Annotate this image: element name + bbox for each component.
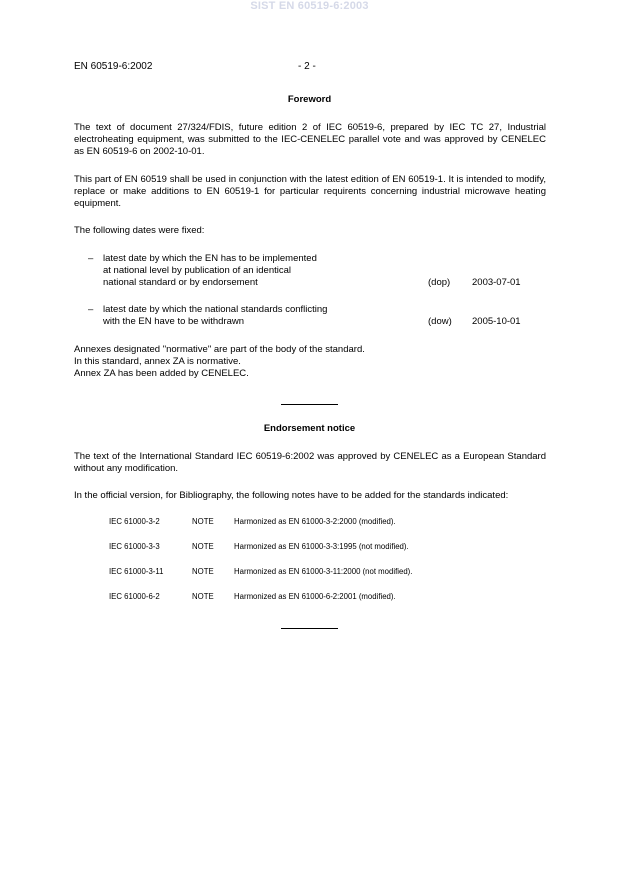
note-text: Harmonized as EN 61000-3-2:2000 (modified).	[234, 517, 396, 526]
annex-line: Annex ZA has been added by CENELEC.	[74, 368, 249, 379]
date-value: 2005-10-01	[472, 316, 521, 327]
annex-line: In this standard, annex ZA is normative.	[74, 356, 241, 367]
note-standard: IEC 61000-3-11	[109, 567, 164, 576]
note-text: Harmonized as EN 61000-3-11:2000 (not modified).	[234, 567, 413, 576]
dash-marker: –	[88, 304, 94, 315]
note-label: NOTE	[192, 592, 214, 601]
document-id: EN 60519-6:2002	[74, 61, 153, 72]
foreword-heading: Foreword	[287, 94, 332, 105]
dates-intro: The following dates were fixed:	[74, 225, 205, 236]
note-text: Harmonized as EN 61000-6-2:2001 (modified).	[234, 592, 396, 601]
foreword-paragraph-1: The text of document 27/324/FDIS, future edition 2 of IEC 60519-6, prepared by IEC TC 27, Industrial electroheating equipment, was submitted to the IEC-CENELEC parallel vote and was approved by CENELEC as EN 60519-6 on 2002-10-01.	[74, 122, 546, 157]
end-divider	[281, 628, 338, 629]
section-divider	[281, 404, 338, 405]
note-standard: IEC 61000-6-2	[109, 592, 160, 601]
endorsement-heading: Endorsement notice	[263, 423, 356, 434]
page-number: - 2 -	[298, 61, 316, 72]
annex-line: Annexes designated "normative" are part of the body of the standard.	[74, 344, 365, 355]
note-label: NOTE	[192, 542, 214, 551]
date-code: (dop)	[428, 277, 451, 288]
foreword-paragraph-2: This part of EN 60519 shall be used in conjunction with the latest edition of EN 60519-1. It is intended to modify, replace or make additions to EN 60519-1 for particular requirents concerning industrial microwave heating equipment.	[74, 174, 546, 209]
date-item-text: latest date by which the EN has to be implemented at national level by publication of an identical national standard or by endorsement	[103, 253, 317, 288]
date-value: 2003-07-01	[472, 277, 521, 288]
note-text: Harmonized as EN 61000-3-3:1995 (not modified).	[234, 542, 409, 551]
note-label: NOTE	[192, 517, 214, 526]
watermark: SIST EN 60519-6:2003	[250, 0, 369, 12]
date-code: (dow)	[428, 316, 452, 327]
date-item-text: latest date by which the national standards conflicting with the EN have to be withdrawn	[103, 304, 328, 327]
note-label: NOTE	[192, 567, 214, 576]
note-standard: IEC 61000-3-2	[109, 517, 160, 526]
endorsement-paragraph-2: In the official version, for Bibliography, the following notes have to be added for the standards indicated:	[74, 490, 509, 501]
note-standard: IEC 61000-3-3	[109, 542, 160, 551]
dash-marker: –	[88, 253, 94, 264]
endorsement-paragraph-1: The text of the International Standard IEC 60519-6:2002 was approved by CENELEC as a European Standard without any modification.	[74, 451, 546, 474]
